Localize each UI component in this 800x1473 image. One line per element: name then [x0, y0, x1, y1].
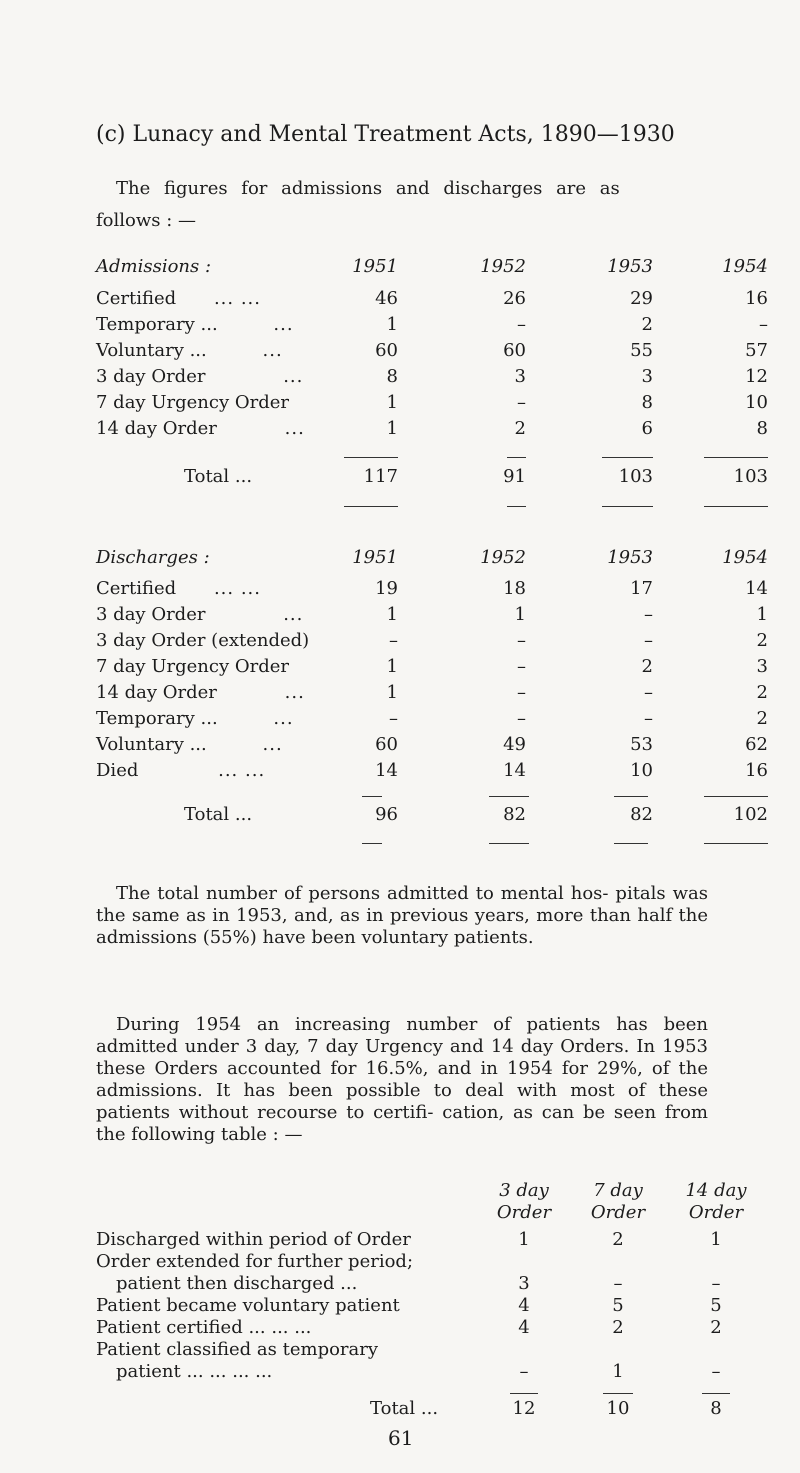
table-cell: 1 [756, 604, 768, 625]
total-cell: 10 [606, 1398, 630, 1419]
total-label: Total ... [184, 466, 253, 487]
table-cell: 2 [612, 1229, 624, 1250]
table-cell: – [389, 630, 398, 651]
table-cell: 1 [514, 604, 526, 625]
table-cell: 3 [514, 366, 526, 387]
divider [507, 506, 526, 507]
column-header: 14 day [685, 1180, 747, 1201]
table-cell: 10 [630, 760, 653, 781]
table-row-label: Certified ... ... [96, 288, 261, 309]
intro-line-2: follows : — [96, 210, 197, 231]
table-cell: 1 [710, 1229, 722, 1250]
divider [602, 506, 653, 507]
table-row-label: patient then discharged ... [116, 1273, 358, 1294]
total-cell: 12 [512, 1398, 536, 1419]
table-cell: 16 [745, 760, 768, 781]
column-header: 7 day [593, 1180, 643, 1201]
table-cell: 2 [641, 314, 653, 335]
table-row-label: 14 day Order ... [96, 682, 305, 703]
table-cell: 1 [386, 392, 398, 413]
table-cell: – [519, 1361, 529, 1382]
total-cell: 117 [363, 466, 398, 487]
table-cell: 6 [641, 418, 653, 439]
divider [344, 457, 398, 458]
table-cell: 1 [386, 418, 398, 439]
table-row-label: Voluntary ... ... [96, 340, 283, 361]
table-row-label: patient ... ... ... ... [116, 1361, 273, 1382]
total-cell: 103 [618, 466, 653, 487]
divider [510, 1393, 538, 1394]
total-cell: 82 [630, 804, 653, 825]
table-cell: – [517, 392, 526, 413]
table-cell: 5 [612, 1295, 624, 1316]
paragraph-2: During 1954 an increasing number of patients has been admitted under 3 day, 7 day Urgency and 14 day Orders. In 1953 these Orders accounted for 16.5%, and in 1954 for 29%, of the admissions. It has been possible to deal with most of these patients without recourse to certifi- cation, as can be seen from the following table : — [96, 1014, 708, 1145]
table-row-label: Temporary ... ... [96, 708, 294, 729]
table-cell: 1 [386, 656, 398, 677]
paragraph-1: The total number of persons admitted to mental hos- pitals was the same as in 1953, and, as in previous years, more than half the admissions (55%) have been voluntary patients. [96, 883, 708, 948]
table-cell: 4 [518, 1295, 530, 1316]
table-cell: 19 [375, 578, 398, 599]
total-label: Total ... [370, 1398, 439, 1419]
table-cell: – [759, 314, 768, 335]
table-cell: 60 [503, 340, 526, 361]
column-header: 3 day [499, 1180, 549, 1201]
table-cell: 1 [518, 1229, 530, 1250]
table-cell: – [711, 1273, 721, 1294]
table-cell: 2 [756, 708, 768, 729]
table-cell: 3 [641, 366, 653, 387]
divider [489, 843, 529, 844]
year-header: 1953 [607, 547, 653, 568]
table-cell: 8 [641, 392, 653, 413]
table-cell: 14 [745, 578, 768, 599]
table-row-label: Patient classified as temporary [96, 1339, 379, 1360]
table-cell: 2 [612, 1317, 624, 1338]
table-cell: 8 [756, 418, 768, 439]
year-header: 1951 [352, 547, 398, 568]
table-cell: 5 [710, 1295, 722, 1316]
table-row-label: Patient certified ... ... ... [96, 1317, 312, 1338]
table-cell: 3 [518, 1273, 530, 1294]
table-row-label: Temporary ... ... [96, 314, 294, 335]
table-cell: 60 [375, 734, 398, 755]
divider [704, 796, 768, 797]
table-row-label: 7 day Urgency Order [96, 392, 289, 413]
divider [614, 843, 648, 844]
year-header: 1952 [480, 547, 526, 568]
table-cell: 1 [386, 604, 398, 625]
table-row-label: Voluntary ... ... [96, 734, 283, 755]
table-cell: 2 [514, 418, 526, 439]
table-cell: – [517, 314, 526, 335]
total-cell: 82 [503, 804, 526, 825]
table-cell: 8 [386, 366, 398, 387]
divider [362, 796, 382, 797]
total-cell: 103 [733, 466, 768, 487]
table-cell: – [644, 708, 653, 729]
table-row-label: 3 day Order (extended) [96, 630, 310, 651]
year-header: 1951 [352, 256, 398, 277]
table-cell: – [613, 1273, 623, 1294]
divider [704, 843, 768, 844]
divider [602, 457, 653, 458]
year-header: 1953 [607, 256, 653, 277]
table-cell: 55 [630, 340, 653, 361]
total-cell: 96 [375, 804, 398, 825]
table-cell: 14 [503, 760, 526, 781]
total-cell: 8 [710, 1398, 722, 1419]
year-header: 1952 [480, 256, 526, 277]
table-cell: 29 [630, 288, 653, 309]
table-cell: 12 [745, 366, 768, 387]
table-cell: – [711, 1361, 721, 1382]
divider [362, 843, 382, 844]
year-header: 1954 [722, 256, 768, 277]
divider [702, 1393, 730, 1394]
table-cell: 2 [756, 682, 768, 703]
table-cell: – [389, 708, 398, 729]
table-row-label: 3 day Order ... [96, 604, 304, 625]
table-cell: 1 [386, 314, 398, 335]
table-cell: 53 [630, 734, 653, 755]
table-cell: 2 [710, 1317, 722, 1338]
divider [344, 506, 398, 507]
table-cell: 2 [641, 656, 653, 677]
table-cell: – [517, 682, 526, 703]
table-cell: 49 [503, 734, 526, 755]
table-cell: 46 [375, 288, 398, 309]
divider [704, 457, 768, 458]
table-cell: 3 [756, 656, 768, 677]
table-cell: 10 [745, 392, 768, 413]
table-row-label: 14 day Order ... [96, 418, 305, 439]
table-cell: – [644, 682, 653, 703]
table-row-label: Died ... ... [96, 760, 266, 781]
table-cell: – [517, 708, 526, 729]
table-row-label: Certified ... ... [96, 578, 261, 599]
table-cell: 1 [386, 682, 398, 703]
table-cell: 18 [503, 578, 526, 599]
divider [614, 796, 648, 797]
divider [603, 1393, 633, 1394]
total-cell: 102 [733, 804, 768, 825]
table-row-label: Order extended for further period; [96, 1251, 414, 1272]
total-label: Total ... [184, 804, 253, 825]
table-cell: – [517, 656, 526, 677]
table-cell: 60 [375, 340, 398, 361]
table-cell: 1 [612, 1361, 624, 1382]
column-header: Order [496, 1202, 552, 1223]
table-cell: – [517, 630, 526, 651]
column-header: Order [688, 1202, 744, 1223]
intro-line-1: The figures for admissions and discharges are as [116, 178, 620, 199]
table-cell: – [644, 630, 653, 651]
table-cell: 57 [745, 340, 768, 361]
table-cell: 16 [745, 288, 768, 309]
table-cell: – [644, 604, 653, 625]
table-cell: 26 [503, 288, 526, 309]
table-row-label: 3 day Order ... [96, 366, 304, 387]
column-header: Order [590, 1202, 646, 1223]
table-cell: 17 [630, 578, 653, 599]
section-heading: (c) Lunacy and Mental Treatment Acts, 1890—1930 [96, 122, 675, 147]
total-cell: 91 [503, 466, 526, 487]
divider [489, 796, 529, 797]
table-row-label: 7 day Urgency Order [96, 656, 289, 677]
table-cell: 2 [756, 630, 768, 651]
admissions-label: Admissions : [96, 256, 212, 277]
table-row-label: Discharged within period of Order [96, 1229, 411, 1250]
discharges-label: Discharges : [96, 547, 210, 568]
page-number: 61 [388, 1426, 414, 1450]
divider [704, 506, 768, 507]
table-cell: 4 [518, 1317, 530, 1338]
table-cell: 14 [375, 760, 398, 781]
table-row-label: Patient became voluntary patient [96, 1295, 400, 1316]
year-header: 1954 [722, 547, 768, 568]
divider [507, 457, 526, 458]
table-cell: 62 [745, 734, 768, 755]
